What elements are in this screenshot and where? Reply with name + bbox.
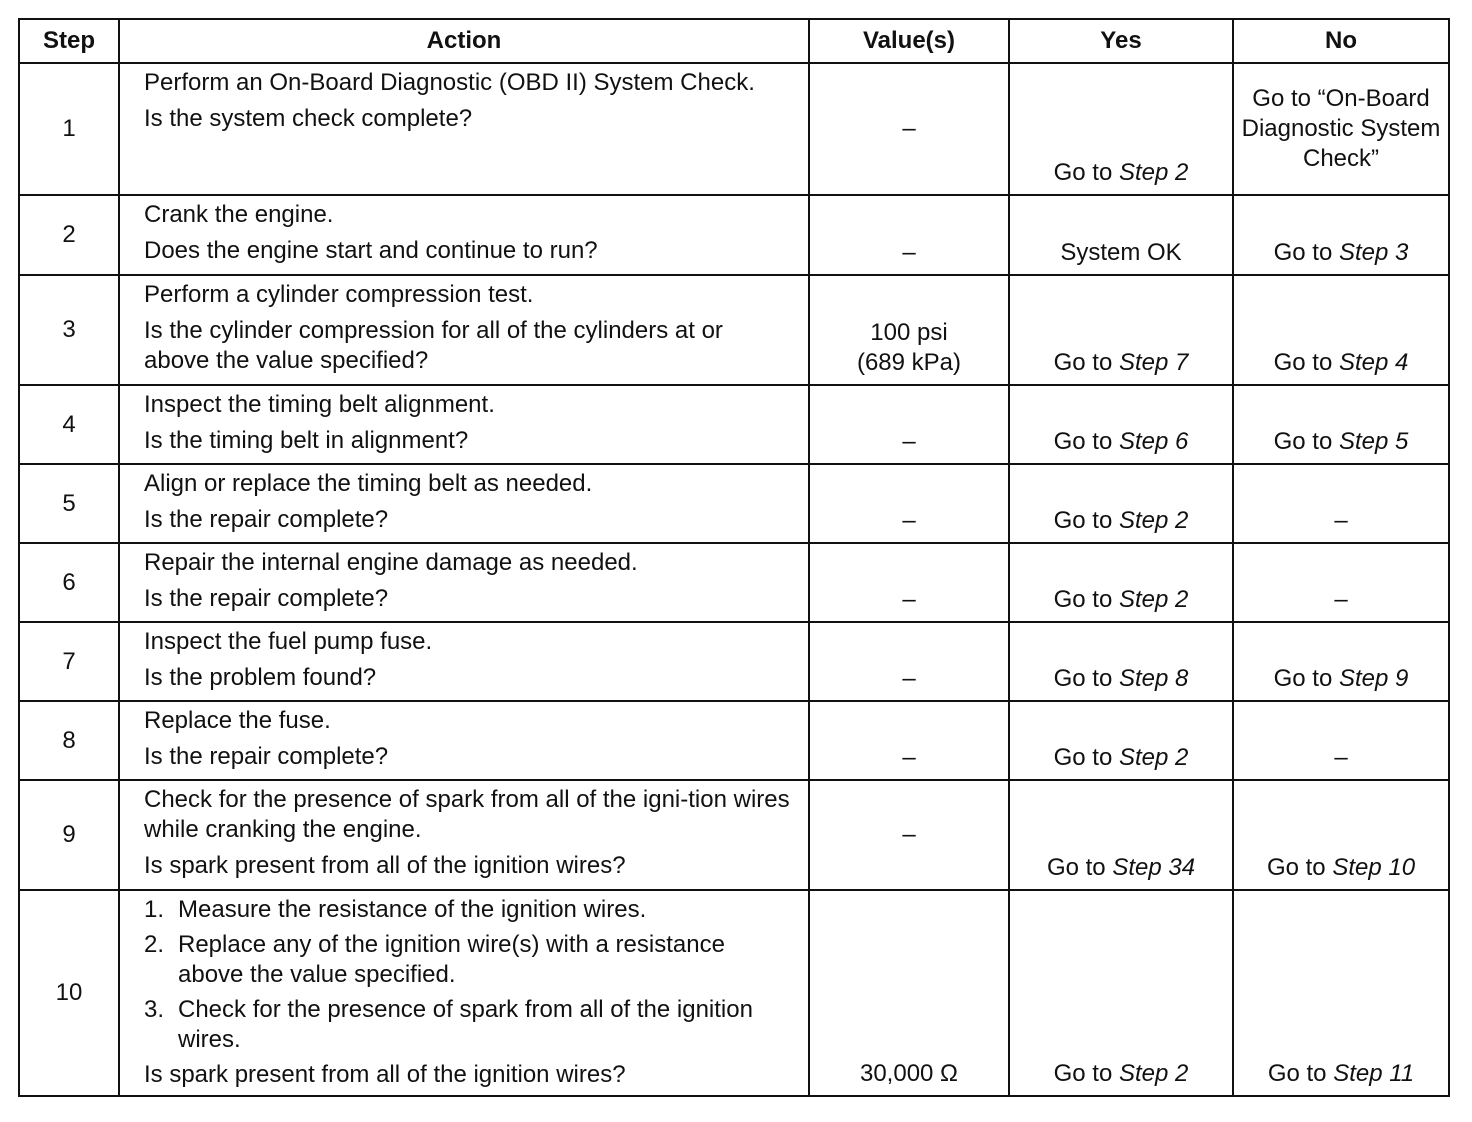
value-cell xyxy=(809,275,1009,385)
yes-cell: System OK xyxy=(1009,195,1233,275)
action-question: Is spark present from all of the ignition wires? xyxy=(144,852,626,879)
yes-step-ref: Step 2 xyxy=(1118,159,1189,186)
action-cell xyxy=(119,701,809,780)
value-cell: 30,000 Ω xyxy=(809,890,1009,1096)
yes-cell xyxy=(1009,622,1233,701)
no-step-ref: Step 3 xyxy=(1338,239,1409,266)
yes-cell xyxy=(1009,385,1233,464)
table-row xyxy=(19,385,1449,464)
no-step-ref: Step 10 xyxy=(1332,854,1416,881)
step-number: 10 xyxy=(19,890,119,1096)
no-cell xyxy=(1233,385,1449,464)
no-prefix: Go to xyxy=(1273,239,1339,266)
action-cell xyxy=(119,195,809,275)
step-number: 7 xyxy=(19,622,119,701)
step-number: 4 xyxy=(19,385,119,464)
value-cell: – xyxy=(809,780,1009,890)
action-question: Is the repair complete? xyxy=(144,585,389,612)
no-prefix: Go to xyxy=(1273,428,1339,455)
step-number: 9 xyxy=(19,780,119,890)
action-text: Inspect the fuel pump fuse. xyxy=(144,628,433,655)
yes-cell xyxy=(1009,543,1233,622)
no-cell: – xyxy=(1233,464,1449,543)
step-number: 3 xyxy=(19,275,119,385)
header-values: Value(s) xyxy=(809,19,1009,63)
yes-prefix: Go to xyxy=(1053,159,1119,186)
table-row xyxy=(19,464,1449,543)
yes-prefix: Go to xyxy=(1053,349,1119,376)
action-cell xyxy=(119,622,809,701)
yes-prefix: Go to xyxy=(1053,586,1119,613)
value-cell: – xyxy=(809,464,1009,543)
yes-step-ref: Step 7 xyxy=(1118,349,1189,376)
action-text: Perform a cylinder compression test. xyxy=(144,281,534,308)
table-row xyxy=(19,195,1449,275)
substep-list xyxy=(144,895,792,1055)
yes-step-ref: Step 2 xyxy=(1118,586,1189,613)
action-question: Is the timing belt in alignment? xyxy=(144,427,469,454)
yes-cell xyxy=(1009,464,1233,543)
action-question: Is the system check complete? xyxy=(144,105,473,132)
substep-item xyxy=(144,895,792,925)
no-cell xyxy=(1233,780,1449,890)
action-cell xyxy=(119,275,809,385)
action-text: Perform an On-Board Diagnostic (OBD II) System Check. xyxy=(144,69,755,96)
diagnostic-table xyxy=(18,18,1450,1097)
yes-step-ref: Step 6 xyxy=(1118,428,1189,455)
yes-step-ref: Step 8 xyxy=(1118,665,1189,692)
action-text: Replace the fuse. xyxy=(144,707,331,734)
action-question: Does the engine start and continue to run? xyxy=(144,237,598,264)
step-number: 8 xyxy=(19,701,119,780)
table-row xyxy=(19,780,1449,890)
no-prefix: Go to xyxy=(1273,349,1339,376)
value-line: (689 kPa) xyxy=(856,349,962,376)
yes-step-ref: Step 2 xyxy=(1118,1060,1189,1087)
action-cell xyxy=(119,543,809,622)
table-row xyxy=(19,622,1449,701)
substep-text: Replace any of the ignition wire(s) with a resistance above the value specified. xyxy=(178,931,725,988)
header-yes: Yes xyxy=(1009,19,1233,63)
yes-cell xyxy=(1009,275,1233,385)
yes-prefix: Go to xyxy=(1053,665,1119,692)
no-cell: – xyxy=(1233,701,1449,780)
step-number: 6 xyxy=(19,543,119,622)
header-row xyxy=(19,19,1449,63)
action-text: Check for the presence of spark from all of the igni-tion wires while cranking the engine. xyxy=(144,786,790,843)
no-step-ref: Step 4 xyxy=(1338,349,1409,376)
no-cell: Go to “On-Board Diagnostic System Check” xyxy=(1233,63,1449,195)
value-cell: – xyxy=(809,701,1009,780)
yes-cell xyxy=(1009,701,1233,780)
value-line: 100 psi xyxy=(870,319,948,346)
yes-prefix: Go to xyxy=(1053,1060,1119,1087)
no-step-ref: Step 5 xyxy=(1338,428,1409,455)
value-cell: – xyxy=(809,195,1009,275)
table-row xyxy=(19,275,1449,385)
yes-cell xyxy=(1009,63,1233,195)
no-cell: – xyxy=(1233,543,1449,622)
table-row xyxy=(19,701,1449,780)
step-number: 2 xyxy=(19,195,119,275)
no-cell xyxy=(1233,195,1449,275)
substep-item xyxy=(144,930,792,990)
substep-number: 3. xyxy=(144,996,165,1023)
substep-number: 1. xyxy=(144,896,165,923)
action-cell xyxy=(119,63,809,195)
action-cell xyxy=(119,464,809,543)
yes-prefix: Go to xyxy=(1053,507,1119,534)
diagnostic-table-page xyxy=(18,18,1448,1097)
no-cell xyxy=(1233,622,1449,701)
yes-step-ref: Step 2 xyxy=(1118,507,1189,534)
step-number: 1 xyxy=(19,63,119,195)
value-cell: – xyxy=(809,543,1009,622)
header-step: Step xyxy=(19,19,119,63)
yes-step-ref: Step 34 xyxy=(1112,854,1196,881)
table-row xyxy=(19,63,1449,195)
substep-item xyxy=(144,995,792,1055)
no-prefix: Go to xyxy=(1267,1060,1334,1087)
action-question: Is the repair complete? xyxy=(144,506,389,533)
action-question: Is spark present from all of the ignition wires? xyxy=(144,1061,626,1088)
action-text: Crank the engine. xyxy=(144,201,334,228)
action-text: Inspect the timing belt alignment. xyxy=(144,391,495,418)
yes-cell xyxy=(1009,890,1233,1096)
action-cell xyxy=(119,385,809,464)
action-text: Repair the internal engine damage as needed. xyxy=(144,549,638,576)
yes-prefix: Go to xyxy=(1046,854,1113,881)
header-no: No xyxy=(1233,19,1449,63)
no-prefix: Go to xyxy=(1273,665,1339,692)
action-question: Is the cylinder compression for all of the cylinders at or above the value specified? xyxy=(144,317,723,374)
yes-prefix: Go to xyxy=(1053,428,1119,455)
header-action: Action xyxy=(119,19,809,63)
no-step-ref: Step 11 xyxy=(1333,1060,1415,1087)
no-step-ref: Step 9 xyxy=(1338,665,1409,692)
table-row xyxy=(19,543,1449,622)
value-cell: – xyxy=(809,622,1009,701)
yes-cell xyxy=(1009,780,1233,890)
substep-text: Measure the resistance of the ignition wires. xyxy=(178,896,647,923)
action-cell xyxy=(119,890,809,1096)
substep-number: 2. xyxy=(144,931,165,958)
yes-step-ref: Step 2 xyxy=(1118,744,1189,771)
step-number: 5 xyxy=(19,464,119,543)
substep-text: Check for the presence of spark from all of the ignition wires. xyxy=(178,996,753,1053)
table-row xyxy=(19,890,1449,1096)
action-question: Is the problem found? xyxy=(144,664,377,691)
action-text: Align or replace the timing belt as needed. xyxy=(144,470,593,497)
action-question: Is the repair complete? xyxy=(144,743,389,770)
no-cell xyxy=(1233,275,1449,385)
no-prefix: Go to xyxy=(1266,854,1333,881)
no-cell xyxy=(1233,890,1449,1096)
action-cell xyxy=(119,780,809,890)
value-cell: – xyxy=(809,63,1009,195)
yes-prefix: Go to xyxy=(1053,744,1119,771)
value-cell: – xyxy=(809,385,1009,464)
